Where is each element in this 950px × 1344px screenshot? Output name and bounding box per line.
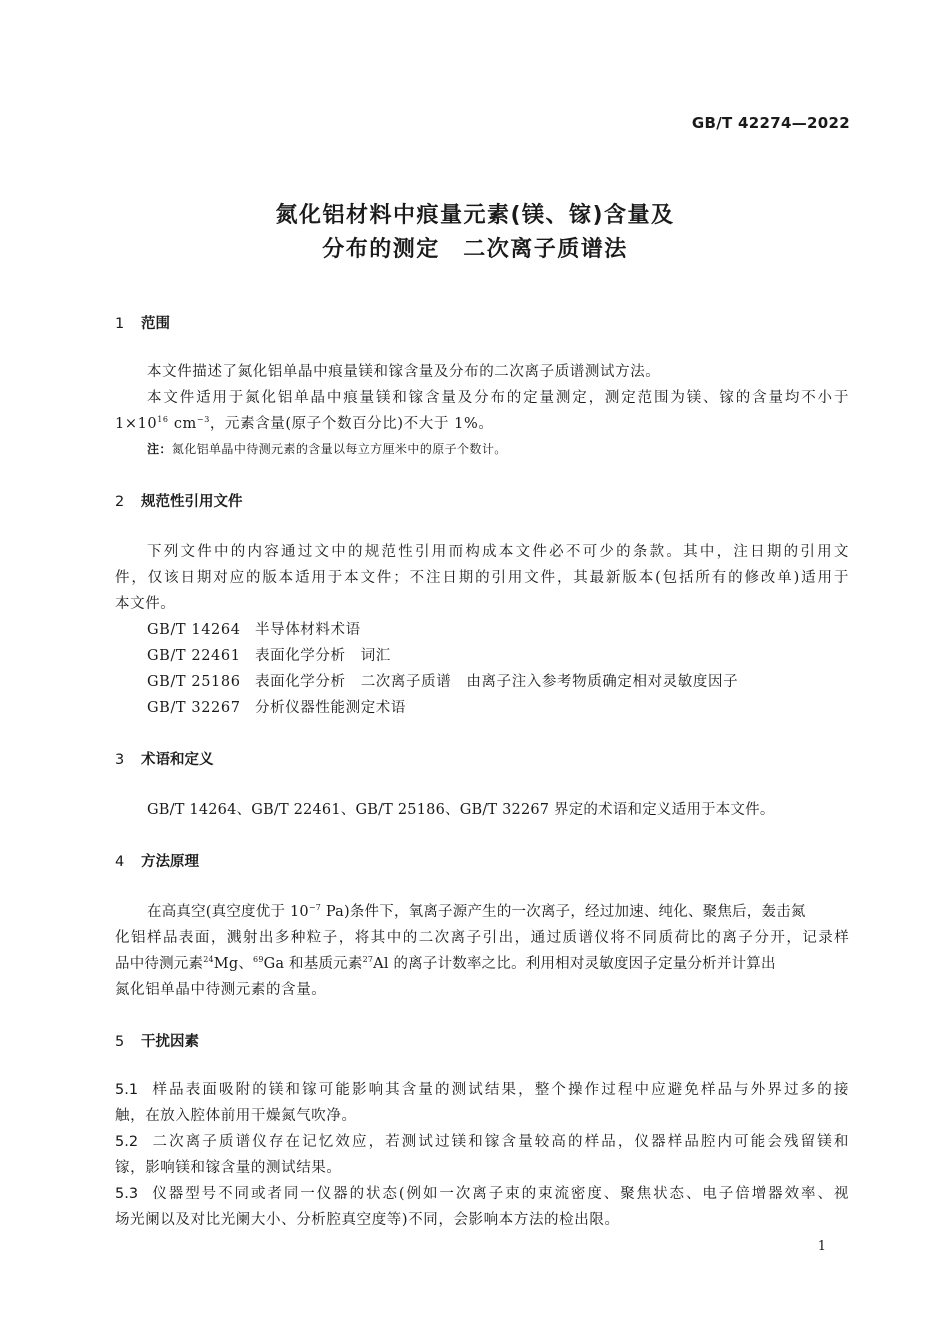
exponent: 16 bbox=[157, 415, 169, 425]
text: Pa)条件下，氧离子源产生的一次离子，经过加速、纯化、聚焦后，轰击氮 bbox=[321, 904, 806, 920]
paragraph-line bbox=[147, 900, 806, 921]
section-title: 方法原理 bbox=[141, 854, 199, 870]
clause-line: 镓，影响镁和镓含量的测试结果。 bbox=[115, 1160, 342, 1176]
exponent: −3 bbox=[196, 415, 210, 425]
element: Ga 和基质元素 bbox=[263, 956, 363, 972]
clause-line bbox=[115, 1182, 849, 1203]
paragraph-line: 下列文件中的内容通过文中的规范性引用而构成本文件必不可少的条款。其中，注日期的引用文 bbox=[147, 544, 849, 560]
clause-number: 5.1 bbox=[115, 1082, 139, 1098]
isotope-mass: 24 bbox=[203, 955, 214, 965]
paragraph-line: 本文件。 bbox=[115, 596, 176, 612]
reference-item bbox=[147, 618, 361, 639]
section-title: 干扰因素 bbox=[141, 1034, 199, 1050]
page-number: 1 bbox=[817, 1239, 826, 1254]
standard-code: GB/T 42274—2022 bbox=[691, 114, 850, 132]
paragraph-line: 件，仅该日期对应的版本适用于本文件；不注日期的引用文件，其最新版本(包括所有的修改单)适用于 bbox=[115, 570, 849, 586]
reference-item bbox=[147, 696, 406, 717]
document-title-line-2: 分布的测定 二次离子质谱法 bbox=[322, 237, 628, 262]
reference-item bbox=[147, 670, 738, 691]
clause-line: 场光阑以及对比光阑大小、分析腔真空度等)不同，会影响本方法的检出限。 bbox=[115, 1212, 620, 1228]
note bbox=[147, 440, 507, 457]
note-label: 注： bbox=[147, 442, 172, 456]
isotope-mass: 27 bbox=[362, 955, 374, 965]
section-title: 规范性引用文件 bbox=[141, 494, 243, 510]
reference-title: 表面化学分析 词汇 bbox=[255, 648, 391, 664]
document-title-line-1: 氮化铝材料中痕量元素(镁、镓)含量及 bbox=[275, 203, 675, 228]
paragraph-line: 本文件适用于氮化铝单晶中痕量镁和镓含量及分布的定量测定，测定范围为镁、镓的含量均不小于 bbox=[147, 390, 849, 406]
section-number: 3 bbox=[115, 752, 125, 768]
paragraph-line: 化铝样品表面，溅射出多种粒子，将其中的二次离子引出，通过质谱仪将不同质荷比的离子分开，记录样 bbox=[115, 930, 849, 946]
section-number: 5 bbox=[115, 1034, 125, 1050]
paragraph-line bbox=[115, 952, 776, 973]
reference-code: GB/T 32267 bbox=[147, 700, 241, 716]
section-title: 术语和定义 bbox=[141, 752, 214, 768]
exponent: −7 bbox=[308, 903, 322, 913]
section-4-heading bbox=[115, 850, 199, 871]
reference-code: GB/T 14264 bbox=[147, 622, 241, 638]
reference-title: 表面化学分析 二次离子质谱 由离子注入参考物质确定相对灵敏度因子 bbox=[255, 674, 739, 690]
paragraph: 本文件描述了氮化铝单晶中痕量镁和镓含量及分布的二次离子质谱测试方法。 bbox=[147, 364, 661, 380]
clause-text: 样品表面吸附的镁和镓可能影响其含量的测试结果，整个操作过程中应避免样品与外界过多的接 bbox=[151, 1082, 849, 1098]
reference-title: 分析仪器性能测定术语 bbox=[255, 700, 406, 716]
reference-code: GB/T 22461 bbox=[147, 648, 241, 664]
measure-value: 1×10 bbox=[115, 416, 158, 432]
text: 在高真空(真空度优于 10 bbox=[147, 904, 309, 920]
reference-title: 半导体材料术语 bbox=[255, 622, 361, 638]
text: ，元素含量(原子个数百分比)不大于 1%。 bbox=[209, 416, 494, 432]
reference-item bbox=[147, 644, 391, 665]
clause-number: 5.2 bbox=[115, 1134, 139, 1150]
clause-line bbox=[115, 1130, 849, 1151]
section-3-heading bbox=[115, 748, 214, 769]
clause-number: 5.3 bbox=[115, 1186, 139, 1202]
clause-text: 二次离子质谱仪存在记忆效应，若测试过镁和镓含量较高的样品，仪器样品腔内可能会残留镁和 bbox=[151, 1134, 849, 1150]
section-1-heading bbox=[115, 312, 170, 333]
section-number: 2 bbox=[115, 494, 125, 510]
element: Al 的离子计数率之比。利用相对灵敏度因子定量分析并计算出 bbox=[373, 956, 776, 972]
isotope-mass: 69 bbox=[253, 955, 264, 965]
paragraph: GB/T 14264、GB/T 22461、GB/T 25186、GB/T 32267 界定的术语和定义适用于本文件。 bbox=[147, 802, 775, 818]
text: 品中待测元素 bbox=[115, 956, 204, 972]
note-text: 氮化铝单晶中待测元素的含量以每立方厘米中的原子个数计。 bbox=[171, 442, 507, 456]
clause-line bbox=[115, 1078, 849, 1099]
element: Mg、 bbox=[213, 956, 254, 972]
paragraph-line bbox=[115, 412, 493, 433]
section-number: 1 bbox=[115, 316, 125, 332]
clause-line: 触，在放入腔体前用干燥氮气吹净。 bbox=[115, 1108, 357, 1124]
reference-code: GB/T 25186 bbox=[147, 674, 241, 690]
clause-text: 仪器型号不同或者同一仪器的状态(例如一次离子束的束流密度、聚焦状态、电子倍增器效率、视 bbox=[151, 1186, 849, 1202]
paragraph-line: 氮化铝单晶中待测元素的含量。 bbox=[115, 982, 327, 998]
section-2-heading bbox=[115, 490, 243, 511]
section-title: 范围 bbox=[141, 316, 170, 332]
section-5-heading bbox=[115, 1030, 199, 1051]
unit: cm bbox=[168, 416, 197, 432]
section-number: 4 bbox=[115, 854, 125, 870]
